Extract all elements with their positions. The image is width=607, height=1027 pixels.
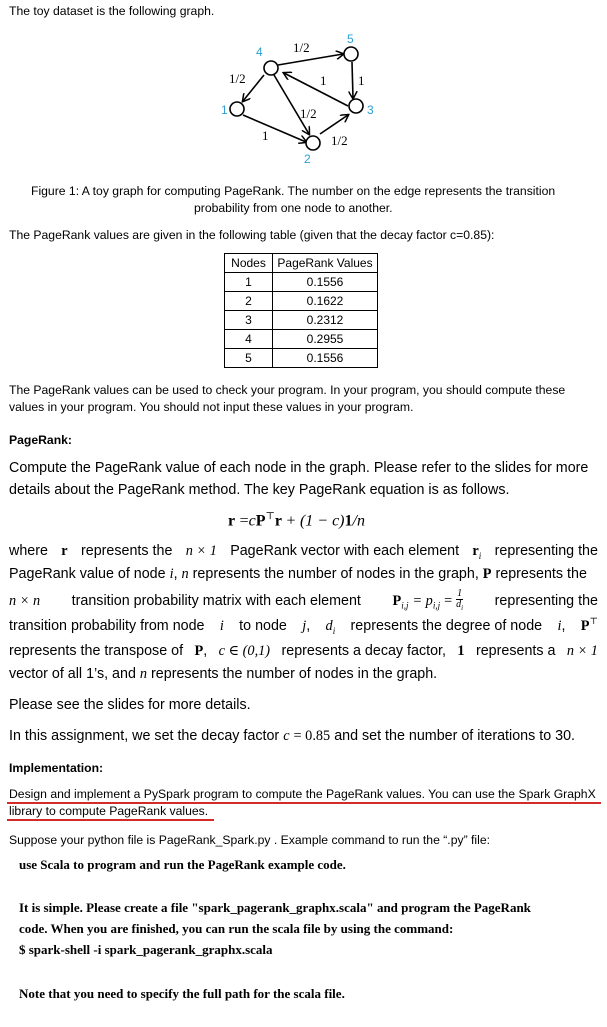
cell-value: 0.2955 (273, 330, 378, 349)
edge-label-3-4: 1 (320, 73, 327, 88)
pagerank-intro-line1: Compute the PageRank value of each node in the graph. Please refer to the slides for more (9, 460, 589, 476)
cell-node: 5 (225, 349, 273, 368)
node-circle-3 (349, 99, 363, 113)
figure-caption-line2: probability from one node to another. (194, 201, 393, 215)
eq-r: r (228, 512, 236, 530)
edge-3-to-4 (284, 73, 348, 106)
table-intro: The PageRank values are given in the following table (given that the decay factor c=0.85): (9, 228, 495, 242)
assignment-text: In this assignment, we set the decay factor c = 0.85 and set the number of iterations to 30. (9, 728, 576, 744)
header-pagerank: PageRank Values (273, 254, 378, 273)
intro-text: The toy dataset is the following graph. (9, 4, 215, 18)
where-line4: transition probability from node i to node j, $d_i$ represents the degree of node i, P⊤ (9, 616, 598, 636)
edge-2-to-3 (320, 115, 348, 134)
edge-label-4-2: 1/2 (300, 106, 317, 121)
pagerank-table (224, 253, 378, 368)
where-line2: PageRank value of node i, n represents the number of nodes in the graph, P represents the (9, 566, 587, 582)
table-header-row (225, 254, 378, 273)
header-nodes: Nodes (225, 254, 273, 273)
where-line6: vector of all 1’s, and n represents the number of nodes in the graph. (9, 666, 438, 682)
eq-over-n: /n (352, 512, 365, 530)
edge-label-4-5: 1/2 (293, 40, 310, 55)
edge-label-4-1: 1/2 (229, 71, 246, 86)
pagerank-heading: PageRank: (9, 433, 72, 447)
eq-plus: + (286, 512, 296, 530)
node-label-2: 2 (304, 152, 311, 166)
scala-line3: code. When you are finished, you can run the scala file by using the command: (19, 921, 454, 936)
edge-1-to-2 (243, 115, 306, 142)
eq-transpose: ⊤ (265, 511, 275, 522)
pagerank-equation (228, 511, 365, 530)
eq-one-minus-c: (1 − c) (299, 512, 345, 530)
where-line1: where r represents the n × 1 PageRank vector with each element $r_i$ representing the (9, 543, 598, 561)
cell-node: 4 (225, 330, 273, 349)
edge-4-to-5 (278, 54, 343, 65)
node-circle-5 (344, 47, 358, 61)
implementation-line1: Design and implement a PySpark program to compute the PageRank values. You can use the Spark GraphX (9, 787, 596, 801)
edge-label-5-3: 1 (358, 73, 365, 88)
node-circle-4 (264, 61, 278, 75)
check-note-line1: The PageRank values can be used to check your program. In your program, you should compute these (9, 383, 566, 397)
edge-5-to-3 (352, 62, 353, 98)
scala-note: Note that you need to specify the full path for the scala file. (19, 986, 345, 1001)
node-circle-1 (230, 102, 244, 116)
eq-c: c (248, 512, 256, 530)
where-line5: represents the transpose of P, c ∈ (0,1) represents a decay factor, 1 represents a n × 1 (9, 643, 598, 659)
node-label-3: 3 (367, 103, 374, 117)
scala-line2: It is simple. Please create a file "spark_pagerank_graphx.scala" and program the PageRank (19, 900, 531, 915)
table-row (225, 349, 378, 368)
cell-value: 0.2312 (273, 311, 378, 330)
node-label-4: 4 (256, 45, 263, 59)
node-label-5: 5 (347, 32, 354, 46)
edge-label-1-2: 1 (262, 128, 269, 143)
table-row (225, 330, 378, 349)
red-underline-2 (7, 819, 214, 821)
eq-equals: = (239, 512, 249, 530)
cell-node: 2 (225, 292, 273, 311)
cell-value: 0.1556 (273, 273, 378, 292)
check-note-line2: values in your program. You should not input these values in your program. (9, 400, 414, 414)
table-row (225, 311, 378, 330)
table-row (225, 273, 378, 292)
suppose-text: Suppose your python file is PageRank_Spark.py . Example command to run the “.py” file: (9, 833, 490, 847)
edge-4-to-1 (243, 75, 264, 101)
eq-one: 1 (344, 512, 353, 530)
node-label-1: 1 (221, 103, 228, 117)
implementation-heading: Implementation: (9, 761, 104, 775)
node-circle-2 (306, 136, 320, 150)
pagerank-intro-line2: details about the PageRank method. The key PageRank equation is as follows. (9, 482, 510, 498)
cell-value: 0.1622 (273, 292, 378, 311)
figure-caption-line1: Figure 1: A toy graph for computing PageRank. The number on the edge represents the transition (31, 184, 556, 198)
implementation-line2: library to compute PageRank values. (9, 804, 209, 818)
cell-node: 3 (225, 311, 273, 330)
edge-label-2-3: 1/2 (331, 133, 348, 148)
scala-command: $ spark-shell -i spark_pagerank_graphx.scala (19, 942, 273, 957)
scala-line1: use Scala to program and run the PageRank example code. (19, 857, 346, 872)
eq-P: P (255, 512, 266, 530)
where-line3: n × n transition probability matrix with each element $P_{i,j} = p_{i,j}$ = $\frac{1}{d_i}$ representing the (9, 588, 598, 612)
eq-r2: r (274, 512, 282, 530)
cell-node: 1 (225, 273, 273, 292)
see-slides-text: Please see the slides for more details. (9, 697, 251, 713)
table-row (225, 292, 378, 311)
toy-graph (0, 28, 607, 198)
cell-value: 0.1556 (273, 349, 378, 368)
